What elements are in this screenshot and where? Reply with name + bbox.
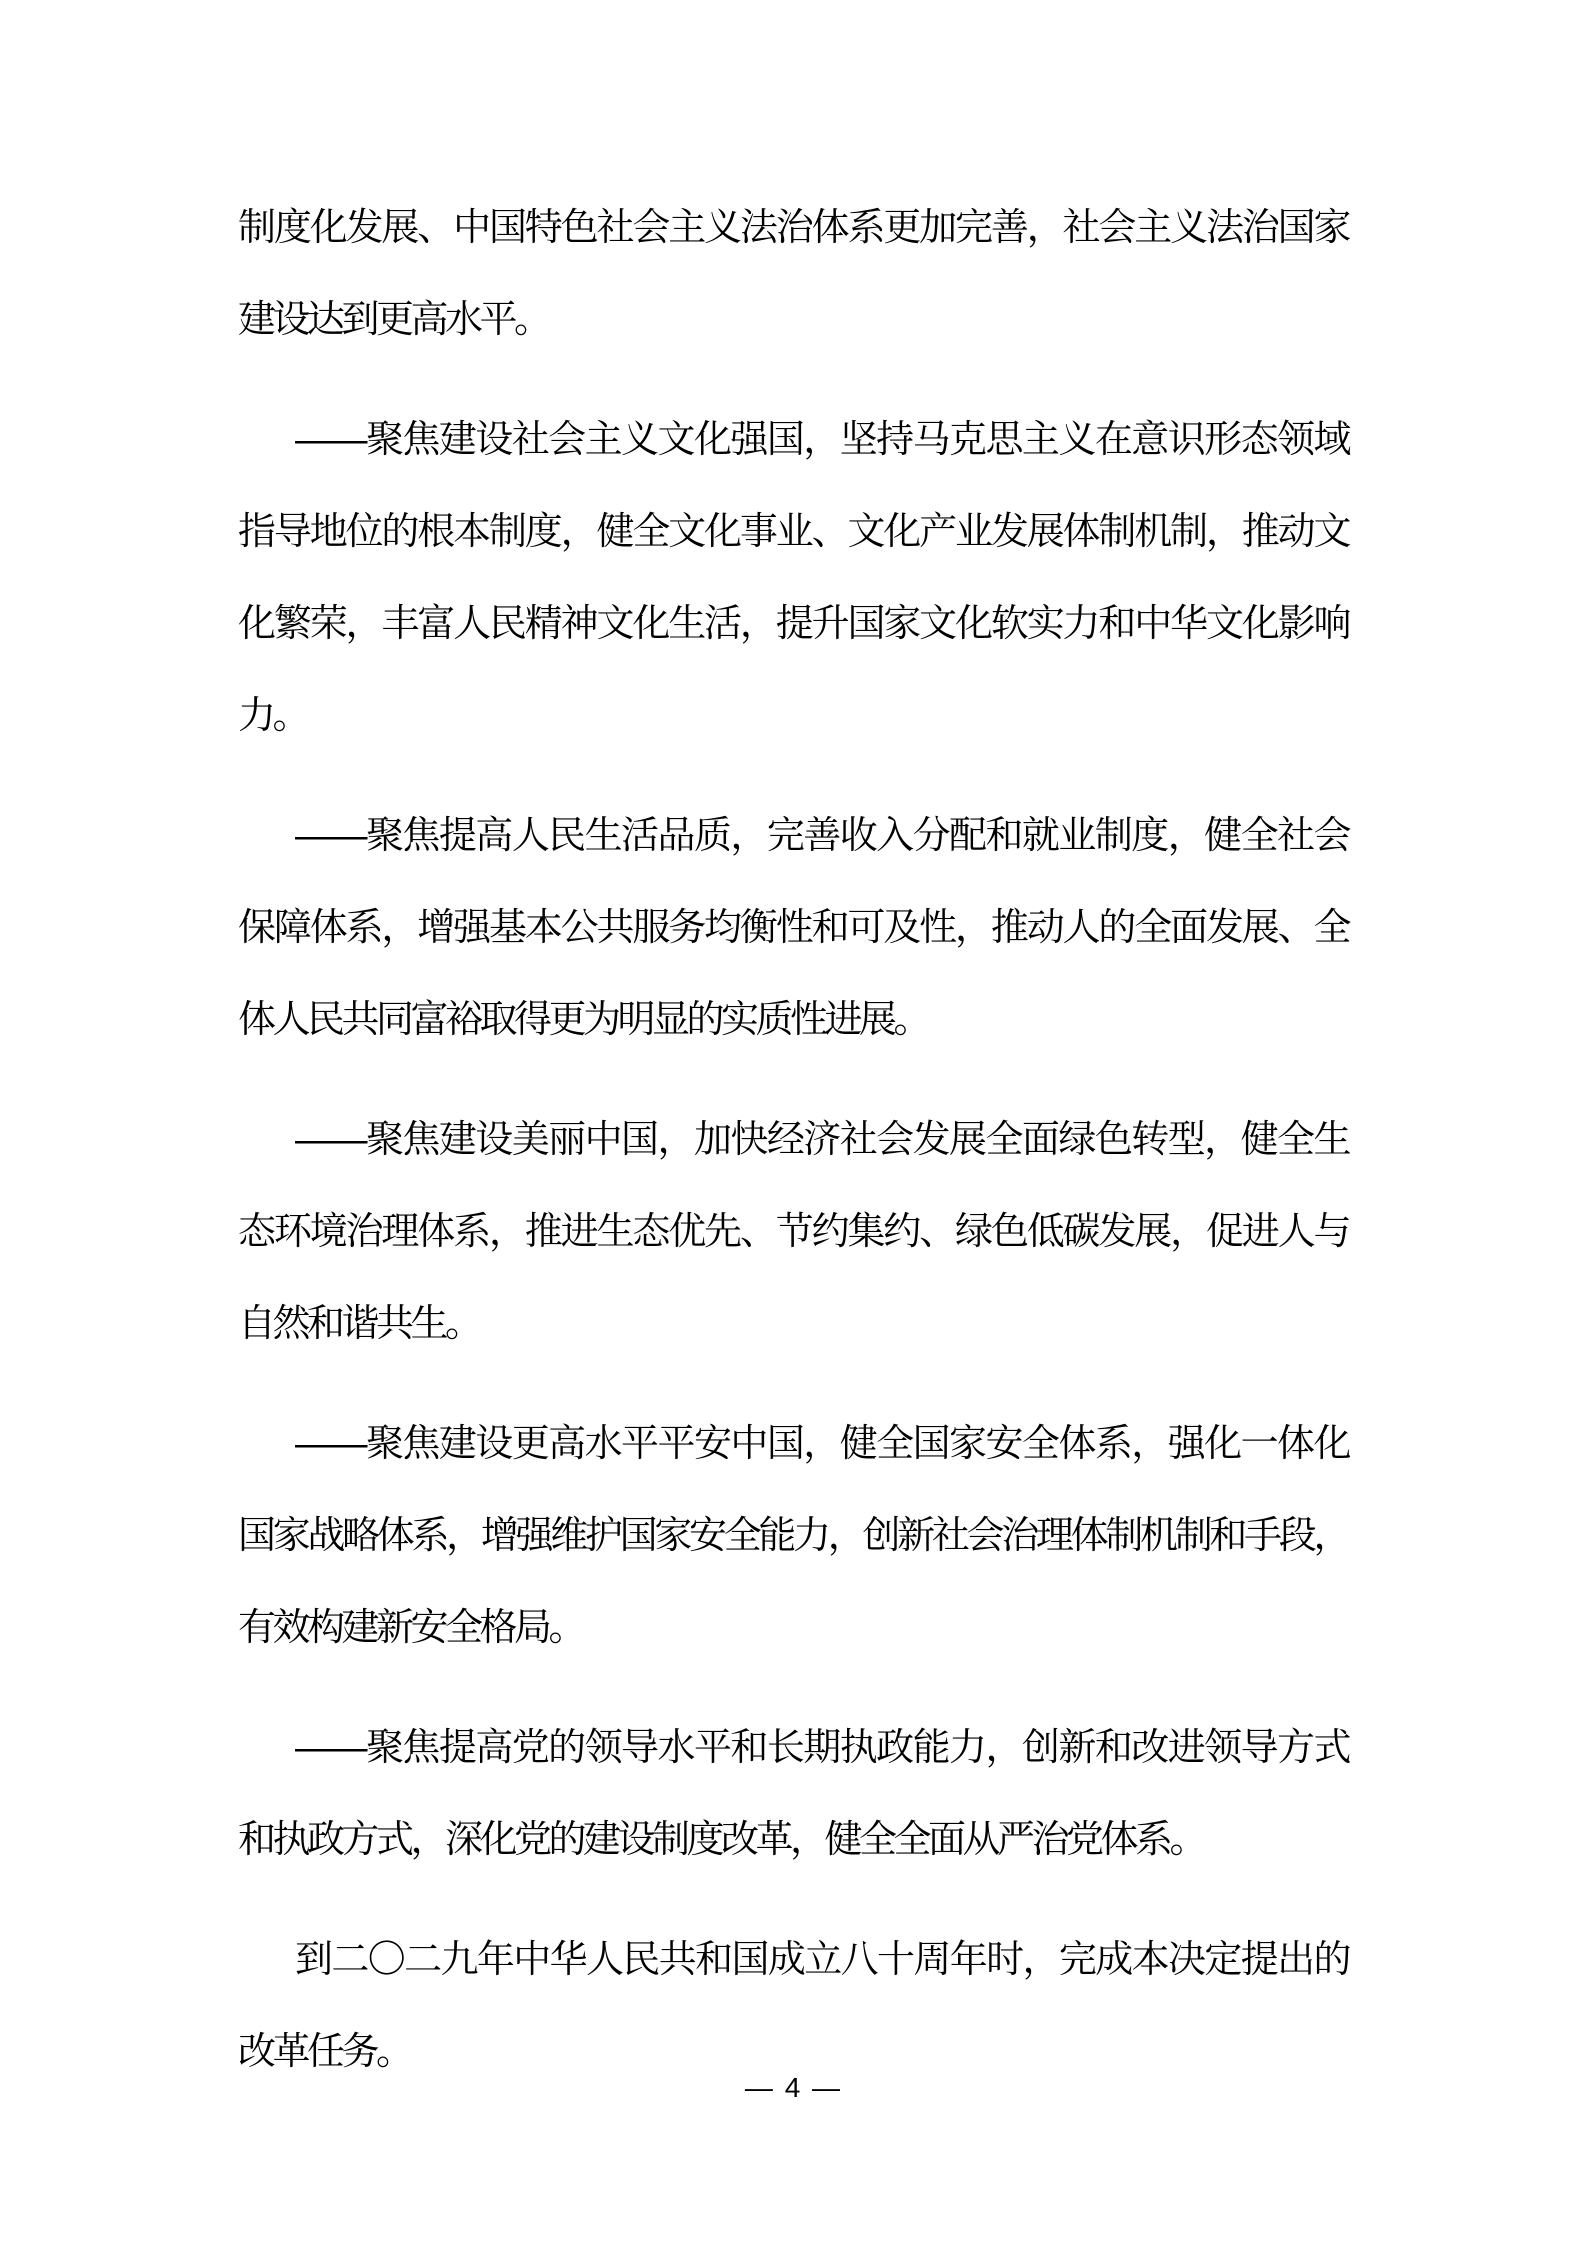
- paragraph: [238, 394, 1348, 762]
- page-number: — 4 —: [744, 2072, 843, 2103]
- page-footer: [0, 2064, 1587, 2112]
- text-line: ——聚焦建设更高水平平安中国，健全国家安全体系，强化一体化: [295, 1423, 1348, 1465]
- text-line: 指导地位的根本制度，健全文化事业、文化产业发展体制机制，推动文: [238, 511, 1348, 553]
- text-line: 有效构建新安全格局。: [238, 1607, 584, 1649]
- text-line: ——聚焦提高人民生活品质，完善收入分配和就业制度，健全社会: [295, 815, 1348, 857]
- text-line: 制度化发展、中国特色社会主义法治体系更加完善，社会主义法治国家: [238, 207, 1348, 249]
- text-line: 改革任务。: [238, 2031, 411, 2073]
- document-body: [238, 182, 1348, 2098]
- text-line: 建设达到更高水平。: [238, 299, 549, 341]
- text-line: ——聚焦建设社会主义文化强国，坚持马克思主义在意识形态领域: [295, 419, 1348, 461]
- text-line: 力。: [238, 695, 308, 737]
- text-line: 化繁荣，丰富人民精神文化生活，提升国家文化软实力和中华文化影响: [238, 603, 1348, 645]
- text-line: 自然和谐共生。: [238, 1303, 480, 1345]
- text-line: ——聚焦提高党的领导水平和长期执政能力，创新和改进领导方式: [295, 1727, 1348, 1769]
- text-line: 体人民共同富裕取得更为明显的实质性进展。: [238, 999, 929, 1041]
- paragraph: [238, 182, 1348, 366]
- text-line: 到二〇二九年中华人民共和国成立八十周年时，完成本决定提出的: [295, 1939, 1348, 1981]
- paragraph: [238, 1398, 1348, 1674]
- paragraph: [238, 790, 1348, 1066]
- text-line: 态环境治理体系，推进生态优先、节约集约、绿色低碳发展，促进人与: [238, 1211, 1348, 1253]
- text-line: ——聚焦建设美丽中国，加快经济社会发展全面绿色转型，健全生: [295, 1119, 1348, 1161]
- paragraph: [238, 1702, 1348, 1886]
- text-line: 国家战略体系，增强维护国家安全能力，创新社会治理体制机制和手段，: [238, 1515, 1348, 1557]
- text-line: 和执政方式，深化党的建设制度改革，健全全面从严治党体系。: [238, 1819, 1205, 1861]
- paragraph: [238, 1094, 1348, 1370]
- text-line: 保障体系，增强基本公共服务均衡性和可及性，推动人的全面发展、全: [238, 907, 1348, 949]
